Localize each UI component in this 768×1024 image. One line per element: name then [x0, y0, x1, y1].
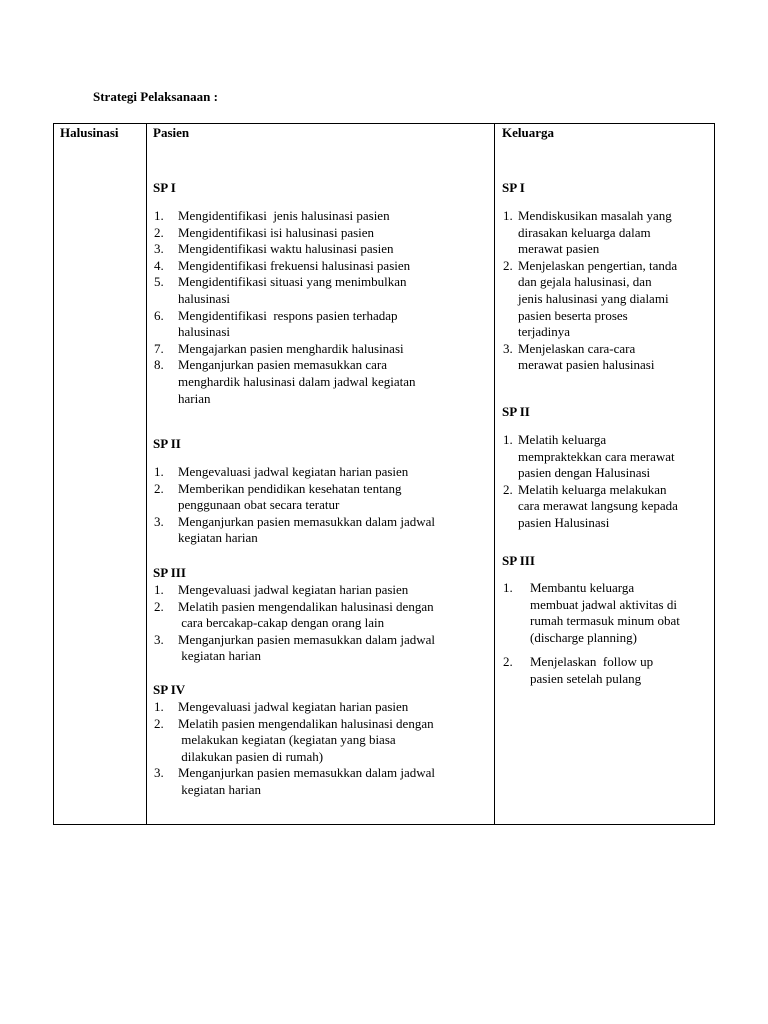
pasien-item-text: Menganjurkan pasien memasukkan cara — [178, 357, 388, 373]
pasien-item — [154, 258, 490, 275]
pasien-item-text: Mengajarkan pasien menghardik halusinasi — [178, 340, 404, 356]
pasien-item-number: 1. — [154, 464, 164, 479]
keluarga-item — [503, 258, 713, 341]
pasien-item-text: Melatih pasien mengendalikan halusinasi dengan — [178, 598, 434, 614]
keluarga-item — [503, 654, 713, 687]
pasien-item — [154, 308, 490, 341]
keluarga-item-text: merawat pasien — [518, 241, 600, 257]
keluarga-item — [503, 208, 713, 258]
column-divider — [146, 124, 147, 824]
pasien-item-number: 3. — [154, 241, 164, 257]
pasien-item-number: 4. — [154, 257, 164, 273]
keluarga-item-text: pasien Halusinasi — [518, 514, 610, 530]
pasien-item-number: 3. — [154, 513, 164, 529]
pasien-item-text: cara bercakap-cakap dengan orang lain — [178, 615, 385, 631]
keluarga-item-number: 2. — [503, 481, 513, 497]
keluarga-sp1-list — [503, 208, 713, 374]
pasien-item — [154, 241, 490, 258]
pasien-item-text: kegiatan harian — [178, 781, 262, 797]
pasien-item-text: kegiatan harian — [178, 530, 258, 546]
pasien-item-number: 3. — [154, 631, 164, 647]
pasien-item — [154, 225, 490, 242]
keluarga-item-text: pasien setelah pulang — [530, 670, 642, 686]
keluarga-item-text: mempraktekkan cara merawat — [518, 448, 675, 464]
pasien-item — [154, 464, 490, 481]
pasien-item-text: dilakukan pasien di rumah) — [178, 748, 324, 764]
page-title: Strategi Pelaksanaan : — [93, 89, 218, 104]
pasien-item-number: 2. — [154, 598, 164, 614]
strategy-table — [53, 123, 715, 825]
keluarga-item-text: Menjelaskan cara-cara — [518, 340, 636, 356]
pasien-item-number: 1. — [154, 699, 164, 714]
keluarga-item-text: rumah termasuk minum obat — [530, 613, 680, 629]
keluarga-item-number: 3. — [503, 340, 513, 356]
pasien-item-text: Mengidentifikasi respons pasien terhadap — [178, 307, 398, 323]
keluarga-item — [503, 341, 713, 374]
pasien-item-text: halusinasi — [178, 324, 230, 340]
pasien-sp1-list — [154, 208, 490, 407]
keluarga-item-number: 1. — [503, 580, 513, 595]
pasien-item-number: 8. — [154, 357, 164, 373]
pasien-item-text: harian — [178, 390, 211, 406]
pasien-item-text: Mengidentifikasi jenis halusinasi pasien — [178, 208, 390, 223]
keluarga-item — [503, 432, 713, 482]
keluarga-item-text: terjadinya — [518, 324, 570, 340]
keluarga-item-text: jenis halusinasi yang dialami — [518, 290, 669, 306]
keluarga-item — [503, 482, 713, 532]
pasien-item-number: 3. — [154, 765, 164, 781]
header-pasien: Pasien — [153, 125, 190, 140]
keluarga-item-text: Melatih keluarga — [518, 432, 607, 447]
keluarga-sp1-heading: SP I — [502, 180, 525, 195]
keluarga-item — [503, 580, 713, 646]
pasien-item — [154, 341, 490, 358]
pasien-item — [154, 632, 490, 665]
pasien-item-text: Menganjurkan pasien memasukkan dalam jadwal — [178, 631, 436, 647]
pasien-item-number: 2. — [154, 715, 164, 731]
pasien-item-number: 5. — [154, 274, 164, 290]
keluarga-item-text: dan gejala halusinasi, dan — [518, 274, 652, 290]
pasien-item-text: Mengidentifikasi frekuensi halusinasi pasien — [178, 257, 411, 273]
pasien-item-text: Menganjurkan pasien memasukkan dalam jadwal — [178, 513, 436, 529]
pasien-item-text: Mengidentifikasi isi halusinasi pasien — [178, 224, 375, 240]
pasien-item — [154, 716, 490, 766]
keluarga-item-text: membuat jadwal aktivitas di — [530, 596, 677, 612]
keluarga-item-text: (discharge planning) — [530, 629, 637, 645]
pasien-sp3-list — [154, 582, 490, 665]
pasien-item-text: Mengidentifikasi waktu halusinasi pasien — [178, 241, 394, 257]
pasien-item-text: halusinasi — [178, 290, 230, 306]
keluarga-item-text: Menjelaskan pengertian, tanda — [518, 257, 678, 273]
keluarga-sp3-heading: SP III — [502, 553, 535, 568]
keluarga-item-number: 1. — [503, 432, 513, 447]
pasien-item-number: 1. — [154, 208, 164, 223]
pasien-item-text: Menganjurkan pasien memasukkan dalam jadwal — [178, 765, 436, 781]
keluarga-item-text: Menjelaskan follow up — [530, 654, 654, 670]
keluarga-item-text: dirasakan keluarga dalam — [518, 224, 651, 240]
pasien-item — [154, 582, 490, 599]
pasien-item-number: 7. — [154, 340, 164, 356]
keluarga-item-text: Mendiskusikan masalah yang — [518, 208, 672, 223]
pasien-sp1-heading: SP I — [153, 180, 176, 195]
keluarga-sp2-heading: SP II — [502, 404, 530, 419]
pasien-item — [154, 765, 490, 798]
keluarga-item-text: pasien dengan Halusinasi — [518, 465, 651, 481]
pasien-item — [154, 699, 490, 716]
pasien-item-number: 6. — [154, 307, 164, 323]
pasien-item — [154, 514, 490, 547]
pasien-item — [154, 599, 490, 632]
keluarga-item-text: pasien beserta proses — [518, 307, 628, 323]
column-divider — [494, 124, 495, 824]
pasien-item-number: 2. — [154, 224, 164, 240]
pasien-sp3-heading: SP III — [153, 565, 186, 580]
keluarga-item-text: cara merawat langsung kepada — [518, 498, 678, 514]
keluarga-sp3-list — [503, 580, 713, 688]
pasien-item — [154, 481, 490, 514]
pasien-item-number: 2. — [154, 480, 164, 496]
pasien-item-text: Mengevaluasi jadwal kegiatan harian pasien — [178, 582, 409, 597]
keluarga-item-number: 2. — [503, 654, 513, 670]
header-keluarga: Keluarga — [502, 125, 554, 140]
pasien-item-text: penggunaan obat secara teratur — [178, 497, 340, 513]
pasien-sp4-heading: SP IV — [153, 682, 186, 697]
pasien-sp4-list — [154, 699, 490, 799]
pasien-item-text: Melatih pasien mengendalikan halusinasi dengan — [178, 715, 434, 731]
pasien-sp2-list — [154, 464, 490, 547]
pasien-item — [154, 208, 490, 225]
pasien-item-text: Memberikan pendidikan kesehatan tentang — [178, 480, 402, 496]
keluarga-item-text: Melatih keluarga melakukan — [518, 481, 667, 497]
keluarga-item-text: merawat pasien halusinasi — [518, 357, 655, 373]
pasien-item-text: Mengevaluasi jadwal kegiatan harian pasien — [178, 464, 409, 479]
header-halusinasi: Halusinasi — [60, 125, 119, 140]
pasien-sp2-heading: SP II — [153, 436, 181, 451]
pasien-item — [154, 274, 490, 307]
pasien-item-text: kegiatan harian — [178, 648, 262, 664]
pasien-item-text: Mengidentifikasi situasi yang menimbulkan — [178, 274, 407, 290]
keluarga-item-number: 1. — [503, 208, 513, 223]
pasien-item — [154, 357, 490, 407]
pasien-item-number: 1. — [154, 582, 164, 597]
pasien-item-text: menghardik halusinasi dalam jadwal kegiatan — [178, 373, 416, 389]
keluarga-item-number: 2. — [503, 257, 513, 273]
keluarga-sp2-list — [503, 432, 713, 532]
keluarga-item-text: Membantu keluarga — [530, 580, 635, 595]
pasien-item-text: Mengevaluasi jadwal kegiatan harian pasien — [178, 699, 409, 714]
pasien-item-text: melakukan kegiatan (kegiatan yang biasa — [178, 732, 396, 748]
